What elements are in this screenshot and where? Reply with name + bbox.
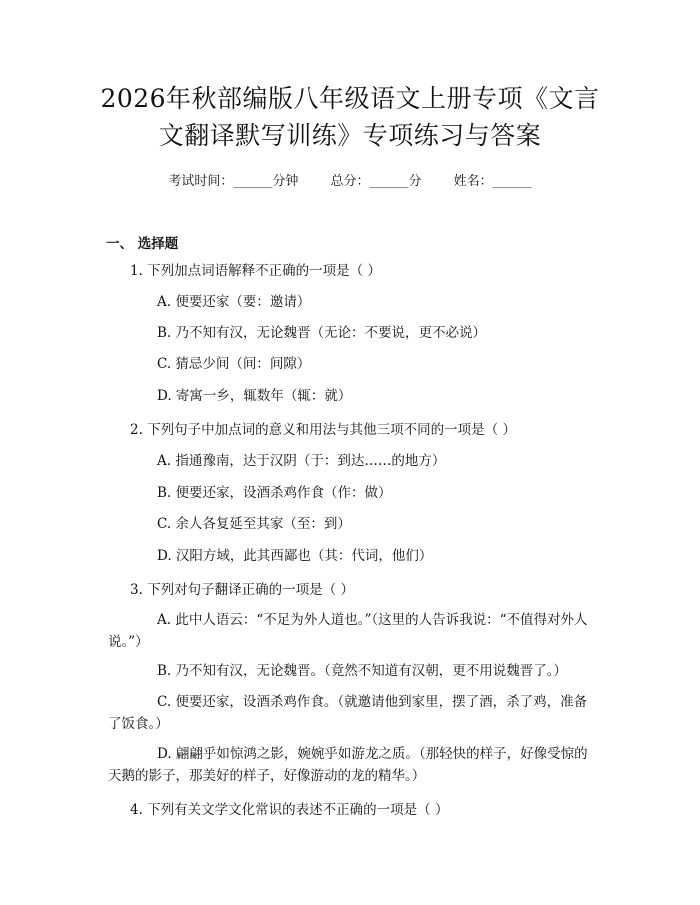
question-3-stem: 3. 下列对句子翻译正确的一项是（ ） xyxy=(130,582,354,598)
question-1-option-d: D. 寄寓一乡，辄数年（辄：就） xyxy=(157,388,352,404)
document-title xyxy=(70,80,630,154)
question-3-option-d: D. 翩翩乎如惊鸿之影，婉婉乎如游龙之质。（那轻快的样子，好像受惊的天鹅的影子，那美好的样子，好像游动的龙的精华。） xyxy=(108,746,588,784)
exam-score: 总分：______分 xyxy=(330,174,422,189)
question-1-option-a: A. 便要还家（要：邀请） xyxy=(157,294,311,310)
question-3-option-a: A. 此中人语云：“不足为外人道也。”（这里的人告诉我说：“不值得对外人说。”） xyxy=(108,612,588,650)
question-2-option-d: D. 汉阳方域，此其西鄙也（其：代词，他们） xyxy=(157,548,433,564)
question-2-option-b: B. 便要还家，设酒杀鸡作食（作：做） xyxy=(157,485,392,501)
exam-name: 姓名：______ xyxy=(453,174,532,189)
question-2-option-a: A. 指通豫南，达于汉阴（于：到达……的地方） xyxy=(157,453,446,469)
question-1-stem: 1. 下列加点词语解释不正确的一项是（ ） xyxy=(130,263,381,279)
question-2-option-c: C. 余人各复延至其家（至：到） xyxy=(157,516,351,532)
question-4-stem: 4. 下列有关文学文化常识的表述不正确的一项是（ ） xyxy=(130,802,449,818)
question-3-option-c: C. 便要还家，设酒杀鸡作食。（就邀请他到家里，摆了酒，杀了鸡，准备了饭食。） xyxy=(108,694,588,732)
section-heading: 一、 选择题 xyxy=(106,236,179,252)
question-3-option-b: B. 乃不知有汉，无论魏晋。（竟然不知道有汉朝，更不用说魏晋了。） xyxy=(157,663,568,679)
question-2-stem: 2. 下列句子中加点词的意义和用法与其他三项不同的一项是（ ） xyxy=(130,422,516,438)
question-1-option-b: B. 乃不知有汉，无论魏晋（无论：不要说，更不必说） xyxy=(157,325,487,341)
question-1-option-c: C. 猜忌少间（间：间隙） xyxy=(157,356,311,372)
exam-meta xyxy=(0,170,700,189)
title-line-1: 2026年秋部编版八年级语文上册专项《文言 xyxy=(100,84,600,113)
exam-time: 考试时间：______分钟 xyxy=(168,174,299,189)
title-line-2: 文翻译默写训练》专项练习与答案 xyxy=(158,121,542,150)
